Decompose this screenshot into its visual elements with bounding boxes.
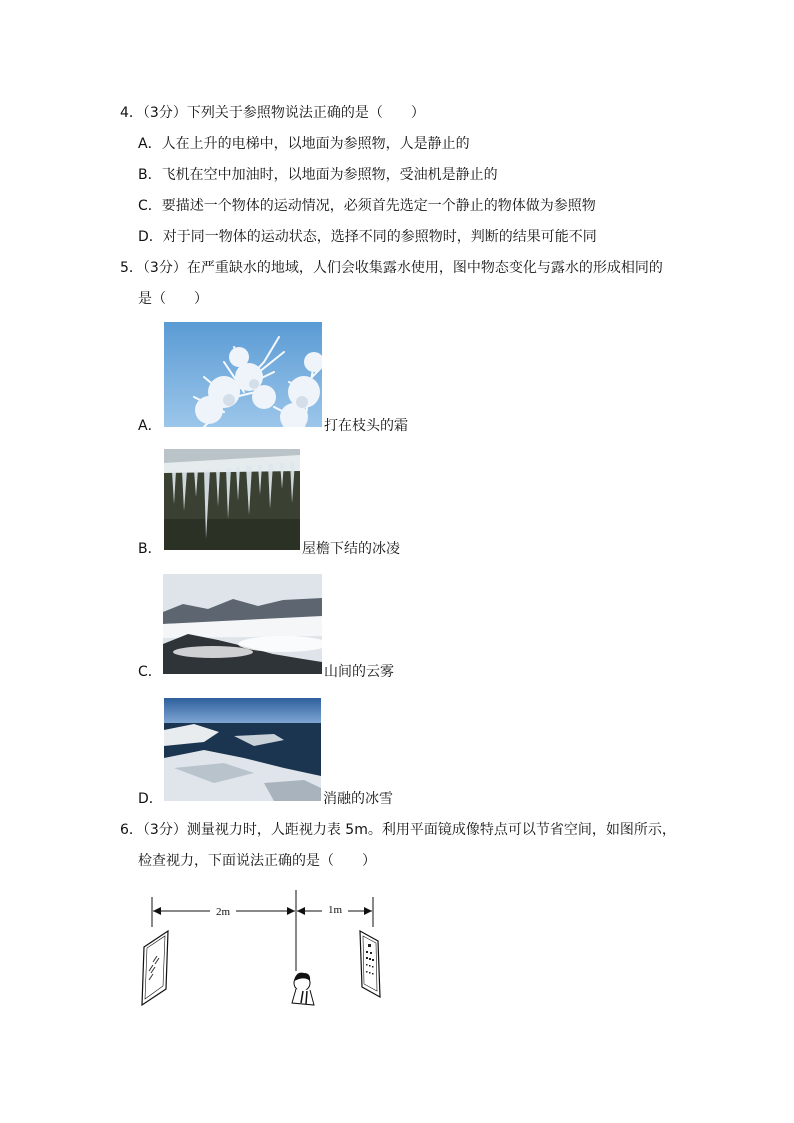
q5-option-b-letter: B． [138,541,162,557]
q4-option-c: C．要描述一个物体的运动情况，必须首先选定一个静止的物体做为参照物 [138,198,596,214]
q5-option-a-letter: A． [138,418,162,434]
icicles-photo [164,449,300,550]
person-icon [292,973,314,1005]
q6-stem-continuation: 检查视力，下面说法正确的是（ ） [138,853,376,869]
melting-ice-photo [164,698,321,801]
q5-number: 5． [120,260,143,276]
eye-chart-icon [360,931,380,997]
q4-option-d: D．对于同一物体的运动状态，选择不同的参照物时，判断的结果可能不同 [138,229,597,245]
dimension-label-2m: 2m [215,906,231,918]
q4-stem-line [120,103,425,123]
q5-option-b-caption: 屋檐下结的冰凌 [302,541,400,557]
q5-stem-line [120,258,663,278]
vision-test-diagram [136,885,386,1015]
q5-option-a-caption: 打在枝头的霜 [324,418,408,434]
dimension-label-1m: 1m [327,904,343,916]
plane-mirror-icon [142,931,168,1005]
mountain-fog-photo [163,574,322,674]
q5-option-d-caption: 消融的冰雪 [323,791,393,807]
q4-option-b: B．飞机在空中加油时，以地面为参照物，受油机是静止的 [138,167,498,183]
q6-stem-line [120,820,676,840]
q5-option-d-letter: D． [138,791,163,807]
q5-stem: 在严重缺水的地域，人们会收集露水使用，图中物态变化与露水的形成相同的 [186,260,663,276]
q4-stem: 下列关于参照物说法正确的是（ ） [186,105,425,121]
q5-stem-continuation: 是（ ） [138,291,208,307]
q6-stem: 测量视力时，人距视力表 5m。利用平面镜成像特点可以节省空间，如图所示， [186,822,676,838]
q6-score: （3分） [142,822,187,838]
q5-score: （3分） [142,260,187,276]
q4-option-a: A．人在上升的电梯中，以地面为参照物，人是静止的 [138,136,470,152]
q6-number: 6． [120,822,143,838]
q5-option-c-caption: 山间的云雾 [324,664,394,680]
frost-branch-photo [164,322,322,427]
q4-number: 4． [120,105,143,121]
q4-score: （3分） [142,105,187,121]
q5-option-c-letter: C． [138,664,162,680]
